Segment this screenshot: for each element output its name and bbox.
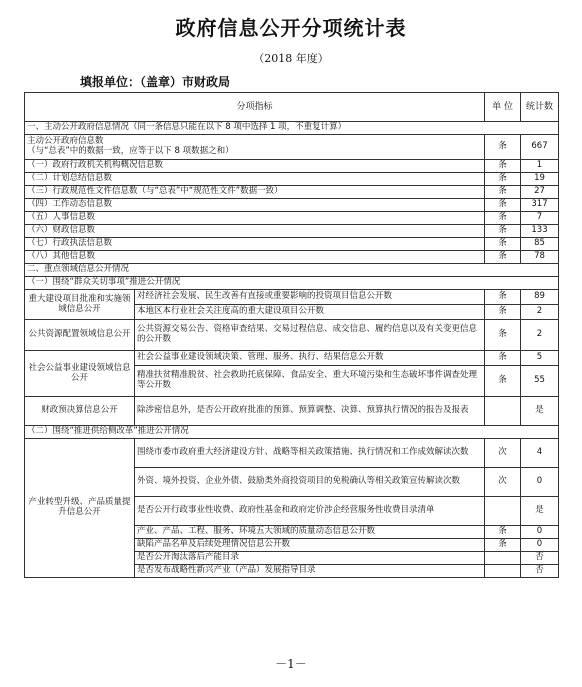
row-label: （三）行政规范性文件信息数（与“总表”中“规范性文件”数据一致） (25, 186, 485, 199)
section-row (25, 277, 559, 290)
row-label: 围绕市委市政府重大经济建设方针、战略等相关政策措施、执行情况和工作成效解读次数 (135, 439, 485, 468)
section-row (25, 122, 559, 135)
row-unit: 条 (485, 225, 521, 238)
row-count: 否 (521, 565, 559, 578)
row-count: 0 (521, 468, 559, 497)
row-unit (485, 397, 521, 426)
row-count: 85 (521, 238, 559, 251)
row-unit: 次 (485, 439, 521, 468)
row-label: 缺陷产品名单及后续处理情况信息公开数 (135, 539, 485, 552)
row-count: 0 (521, 539, 559, 552)
row-label: （七）行政执法信息数 (25, 238, 485, 251)
row-category: 财政预决算信息公开 (25, 397, 135, 426)
table-row (25, 320, 559, 351)
row-label: 公共资源交易公告、资格审查结果、交易过程信息、成交信息、履约信息以及有关变更信息的公开数 (135, 320, 485, 351)
row-label: 社会公益事业建设领域决策、管理、服务、执行、结果信息公开数 (135, 351, 485, 366)
row-unit: 条 (485, 351, 521, 366)
header-count: 统计数 (521, 93, 559, 122)
subsection-title: （二）围绕“推进供给侧改革”推进公开情况 (25, 426, 559, 439)
section-title: 一、主动公开政府信息情况（同一条信息只能在以下 8 项中选择 1 项，不重复计算） (25, 122, 559, 135)
table-row (25, 238, 559, 251)
reporting-unit: 填报单位：（盖章）市财政局 (80, 75, 231, 89)
table-row (25, 173, 559, 186)
row-unit: 条 (485, 212, 521, 225)
header-row (25, 93, 559, 122)
table-row (25, 251, 559, 264)
row-count: 是 (521, 497, 559, 526)
row-unit: 条 (485, 251, 521, 264)
row-unit: 次 (485, 468, 521, 497)
row-label: 精准扶贫精准脱贫、社会救助托底保障、食品安全、重大环境污染和生态破坏事件调查处理等公开数 (135, 366, 485, 397)
row-count: 78 (521, 251, 559, 264)
table-row (25, 212, 559, 225)
row-label: （八）其他信息数 (25, 251, 485, 264)
row-count: 7 (521, 212, 559, 225)
row-label: 主动公开政府信息数 （与“总表”中的数据一致，应等于以下 8 项数据之和） (25, 135, 485, 160)
row-category: 公共资源配置领域信息公开 (25, 320, 135, 351)
row-count: 4 (521, 439, 559, 468)
table-row (25, 199, 559, 212)
row-label: 本地区本行业社会关注度高的重大建设项目公开数 (135, 305, 485, 320)
report-year: （2018 年度） (253, 52, 329, 65)
table-row (25, 135, 559, 160)
row-count: 55 (521, 366, 559, 397)
row-unit: 条 (485, 199, 521, 212)
row-category: 产业转型升级、产品质量提升信息公开 (25, 439, 135, 578)
table-row (25, 160, 559, 173)
row-unit: 条 (485, 160, 521, 173)
row-count: 1 (521, 160, 559, 173)
row-label: 是否公开淘汰落后产能目录 (135, 552, 485, 565)
row-label: （五）人事信息数 (25, 212, 485, 225)
row-count: 133 (521, 225, 559, 238)
row-count: 667 (521, 135, 559, 160)
row-count: 89 (521, 290, 559, 305)
row-label: （一）政府行政机关机构概况信息数 (25, 160, 485, 173)
row-unit (485, 552, 521, 565)
row-unit: 条 (485, 305, 521, 320)
row-label: 产业、产品、工程、服务、环境五大领域的质量动态信息公开数 (135, 526, 485, 539)
subsection-title: （一）围绕“群众关切事项”推进公开情况 (25, 277, 559, 290)
page-title: 政府信息公开分项统计表 (175, 16, 407, 40)
row-unit: 条 (485, 320, 521, 351)
row-unit: 条 (485, 238, 521, 251)
page-number: －1－ (275, 657, 307, 671)
row-label: 对经济社会发展、民生改善有直接或重要影响的投资项目信息公开数 (135, 290, 485, 305)
header-indicator: 分项指标 (25, 93, 485, 122)
row-unit: 条 (485, 135, 521, 160)
table-row (25, 397, 559, 426)
table-row (25, 225, 559, 238)
row-count: 19 (521, 173, 559, 186)
row-unit: 条 (485, 366, 521, 397)
row-unit: 条 (485, 186, 521, 199)
row-label: 是否发布战略性新兴产业（产品）发展指导目录 (135, 565, 485, 578)
section-row (25, 264, 559, 277)
row-label: （六）财政信息数 (25, 225, 485, 238)
table-row (25, 290, 559, 305)
row-unit: 条 (485, 290, 521, 305)
row-category: 社会公益事业建设领域信息公开 (25, 351, 135, 397)
row-unit: 条 (485, 526, 521, 539)
row-label: 是否公开行政事业性收费、政府性基金和政府定价涉企经营服务性收费目录清单 (135, 497, 485, 526)
row-count: 5 (521, 351, 559, 366)
row-count: 0 (521, 526, 559, 539)
table-row (25, 351, 559, 366)
section-title: 二、重点领域信息公开情况 (25, 264, 559, 277)
header-unit: 单 位 (485, 93, 521, 122)
row-label: （二）计划总结信息数 (25, 173, 485, 186)
table-row (25, 186, 559, 199)
row-unit (485, 497, 521, 526)
row-count: 是 (521, 397, 559, 426)
row-unit (485, 565, 521, 578)
section-row (25, 426, 559, 439)
row-count: 2 (521, 305, 559, 320)
row-unit: 条 (485, 173, 521, 186)
row-count: 否 (521, 552, 559, 565)
statistics-table (24, 92, 559, 578)
row-label: 外资、境外投资、企业外债、鼓励类外商投资项目的免税确认等相关政策宣传解读次数 (135, 468, 485, 497)
row-unit: 条 (485, 539, 521, 552)
table-row (25, 439, 559, 468)
row-label: 除涉密信息外，是否公开政府批准的预算、预算调整、决算、预算执行情况的报告及报表 (135, 397, 485, 426)
row-count: 317 (521, 199, 559, 212)
row-count: 27 (521, 186, 559, 199)
row-category: 重大建设项目批准和实施领域信息公开 (25, 290, 135, 320)
row-count: 2 (521, 320, 559, 351)
row-label: （四）工作动态信息数 (25, 199, 485, 212)
